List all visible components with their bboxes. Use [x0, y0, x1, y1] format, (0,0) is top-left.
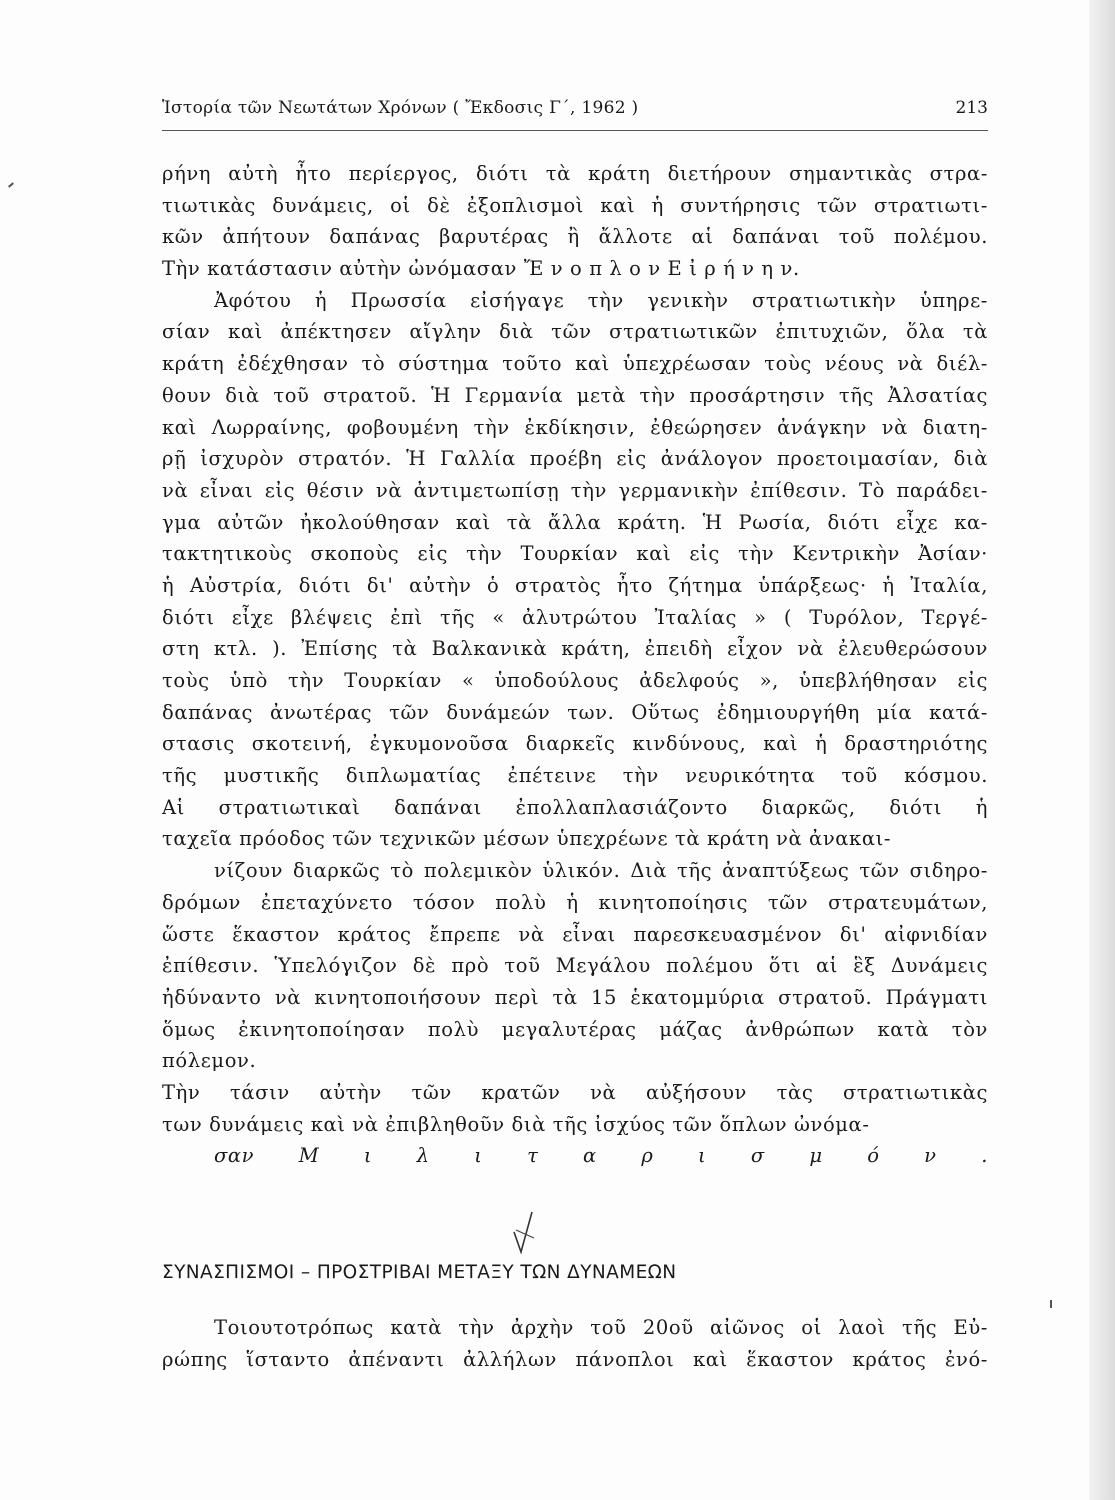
text-line: διότι εἶχε βλέψεις ἐπὶ τῆς « ἀλυτρώτου Ἰταλίας » ( Τυρόλον, Τεργέ- — [162, 605, 988, 629]
text-line: νίζουν διαρκῶς τὸ πολεμικὸν ὑλικόν. Διὰ τῆς ἀναπτύξεως τῶν σιδηρο- — [214, 859, 988, 883]
text-line: δρόμων ἐπεταχύνετο τόσον πολὺ ἡ κινητοποίησις τῶν στρατευμάτων, — [162, 890, 988, 914]
text-line: θουν διὰ τοῦ στρατοῦ. Ἡ Γερμανία μετὰ τὴν προσάρτησιν τῆς Ἀλσατίας — [162, 383, 988, 407]
page-number: 213 — [955, 98, 988, 118]
text-line: δαπάνας ἀνωτέρας τῶν δυνάμεών των. Οὕτως ἐδημιουργήθη μία κατά- — [162, 700, 988, 724]
text-line: τακτητικοὺς σκοποὺς εἰς τὴν Τουρκίαν καὶ εἰς τὴν Κεντρικὴν Ἀσίαν· — [162, 542, 988, 566]
text-line: ἠδύναντο νὰ κινητοποιήσουν περὶ τὰ 15 ἑκατομμύρια στρατοῦ. Πράγματι — [162, 985, 988, 1009]
text-line — [162, 1204, 988, 1236]
handwritten-check-mark — [512, 1208, 536, 1258]
text-line: στασις σκοτεινή, ἐγκυμονοῦσα διαρκεῖς κινδύνους, καὶ ἡ δραστηριότης — [162, 732, 988, 756]
check-stroke — [514, 1212, 532, 1252]
text-line: ἡ Αὐστρία, διότι δι' αὐτὴν ὁ στρατὸς ἦτο ζήτημα ὑπάρξεως· ἡ Ἰταλία, — [162, 573, 988, 597]
text-line: Ἀφότου ἡ Πρωσσία εἰσήγαγε τὴν γενικὴν στρατιωτικὴν ὑπηρε- — [214, 288, 988, 312]
text-line: ρώπης ἵσταντο ἀπέναντι ἀλλήλων πάνοπλοι καὶ ἕκαστον κράτος ἐνό- — [162, 1347, 988, 1371]
text-line: σαν Μ ι λ ι τ α ρ ι σ μ ό ν . — [214, 1144, 988, 1168]
text-line: των δυνάμεις καὶ νὰ ἐπιβληθοῦν διὰ τῆς ἰσχύος τῶν ὅπλων ὠνόμα- — [162, 1112, 870, 1136]
text-line: ρῇ ἰσχυρὸν στρατόν. Ἡ Γαλλία προέβη εἰς ἀνάλογον προετοιμασίαν, διὰ — [162, 447, 988, 471]
text-line: πόλεμον. — [162, 1049, 257, 1073]
text-line: ἐπίθεσιν. Ὑπελόγιζον δὲ πρὸ τοῦ Μεγάλου πολέμου ὅτι αἱ ἓξ Δυνάμεις — [162, 954, 988, 978]
page-edge-shadow — [1089, 0, 1115, 1500]
text-line: ρήνη αὐτὴ ἦτο περίεργος, διότι τὰ κράτη διετήρουν σημαντικὰς στρα- — [162, 162, 988, 185]
text-line: σίαν καὶ ἀπέκτησεν αἴγλην διὰ τῶν στρατιωτικῶν ἐπιτυχιῶν, ὅλα τὰ — [162, 320, 988, 344]
text-line: ὥστε ἕκαστον κράτος ἔπρεπε νὰ εἶναι παρεσκευασμένον δι' αἰφνιδίαν — [162, 922, 988, 946]
text-line: τοὺς ὑπὸ τὴν Τουρκίαν « ὑποδούλους ἀδελφούς », ὑπεβλήθησαν εἰς — [162, 669, 988, 692]
text-line: ταχεῖα πρόοδος τῶν τεχνικῶν μέσων ὑπεχρέωνε τὰ κράτη νὰ ἀνακαι- — [162, 827, 892, 851]
text-line: στη κτλ. ). Ἐπίσης τὰ Βαλκανικὰ κράτη, ἐπειδὴ εἶχον νὰ ἐλευθερώσουν — [162, 637, 988, 661]
text-line: κῶν ἀπήτουν δαπάνας βαρυτέρας ἢ ἄλλοτε αἱ δαπάναι τοῦ πολέμου. — [162, 225, 988, 249]
text-line: Τὴν κατάστασιν αὐτὴν ὠνόμασαν Ἔ ν ο π λ ο ν Ε ἰ ρ ή ν η ν. — [162, 257, 800, 281]
text-line: Αἱ στρατιωτικαὶ δαπάναι ἐπολλαπλασιάζοντο διαρκῶς, διότι ἡ — [162, 795, 988, 819]
text-line: τιωτικὰς δυνάμεις, οἱ δὲ ἐξοπλισμοὶ καὶ ἡ συντήρησις τῶν στρατιωτι- — [162, 193, 988, 217]
text-line: κράτη ἐδέχθησαν τὸ σύστημα τοῦτο καὶ ὑπεχρέωσαν τοὺς νέους νὰ διέλ- — [162, 352, 988, 376]
running-title: Ἱστορία τῶν Νεωτάτων Χρόνων ( Ἔκδοσις Γ΄, 1962 ) — [162, 98, 639, 118]
text-line: ὅμως ἐκινητοποίησαν πολὺ μεγαλυτέρας μάζας ἀνθρώπων κατὰ τὸν — [162, 1017, 988, 1041]
section-text-block — [162, 1312, 988, 1375]
text-line: Τοιουτοτρόπως κατὰ τὴν ἀρχὴν τοῦ 20οῦ αἰῶνος οἱ λαοὶ τῆς Εὐ- — [214, 1316, 988, 1339]
running-header — [162, 92, 988, 131]
text-line — [162, 1172, 988, 1204]
main-text-block — [162, 158, 988, 1235]
text-line: νὰ εἶναι εἰς θέσιν νὰ ἀντιμετωπίσῃ τὴν γερμανικὴν ἐπίθεσιν. Τὸ παράδει- — [162, 478, 988, 502]
text-line: γμα αὐτῶν ἠκολούθησαν καὶ τὰ ἄλλα κράτη. Ἡ Ρωσία, διότι εἶχε κα- — [162, 510, 988, 534]
margin-mark — [8, 182, 14, 187]
text-line: Τὴν τάσιν αὐτὴν τῶν κρατῶν νὰ αὐξήσουν τὰς στρατιωτικὰς — [162, 1080, 988, 1104]
text-line: καὶ Λωρραίνης, φοβουμένη τὴν ἐκδίκησιν, ἐθεώρησεν ἀνάγκην νὰ διατη- — [162, 415, 988, 439]
margin-mark — [1050, 1300, 1052, 1308]
section-heading: ΣΥΝΑΣΠΙΣΜΟΙ – ΠΡΟΣΤΡΙΒΑΙ ΜΕΤΑΞΥ ΤΩΝ ΔΥΝΑΜΕΩΝ — [162, 1262, 677, 1283]
text-line: τῆς μυστικῆς διπλωματίας ἐπέτεινε τὴν νευρικότητα τοῦ κόσμου. — [162, 764, 988, 788]
